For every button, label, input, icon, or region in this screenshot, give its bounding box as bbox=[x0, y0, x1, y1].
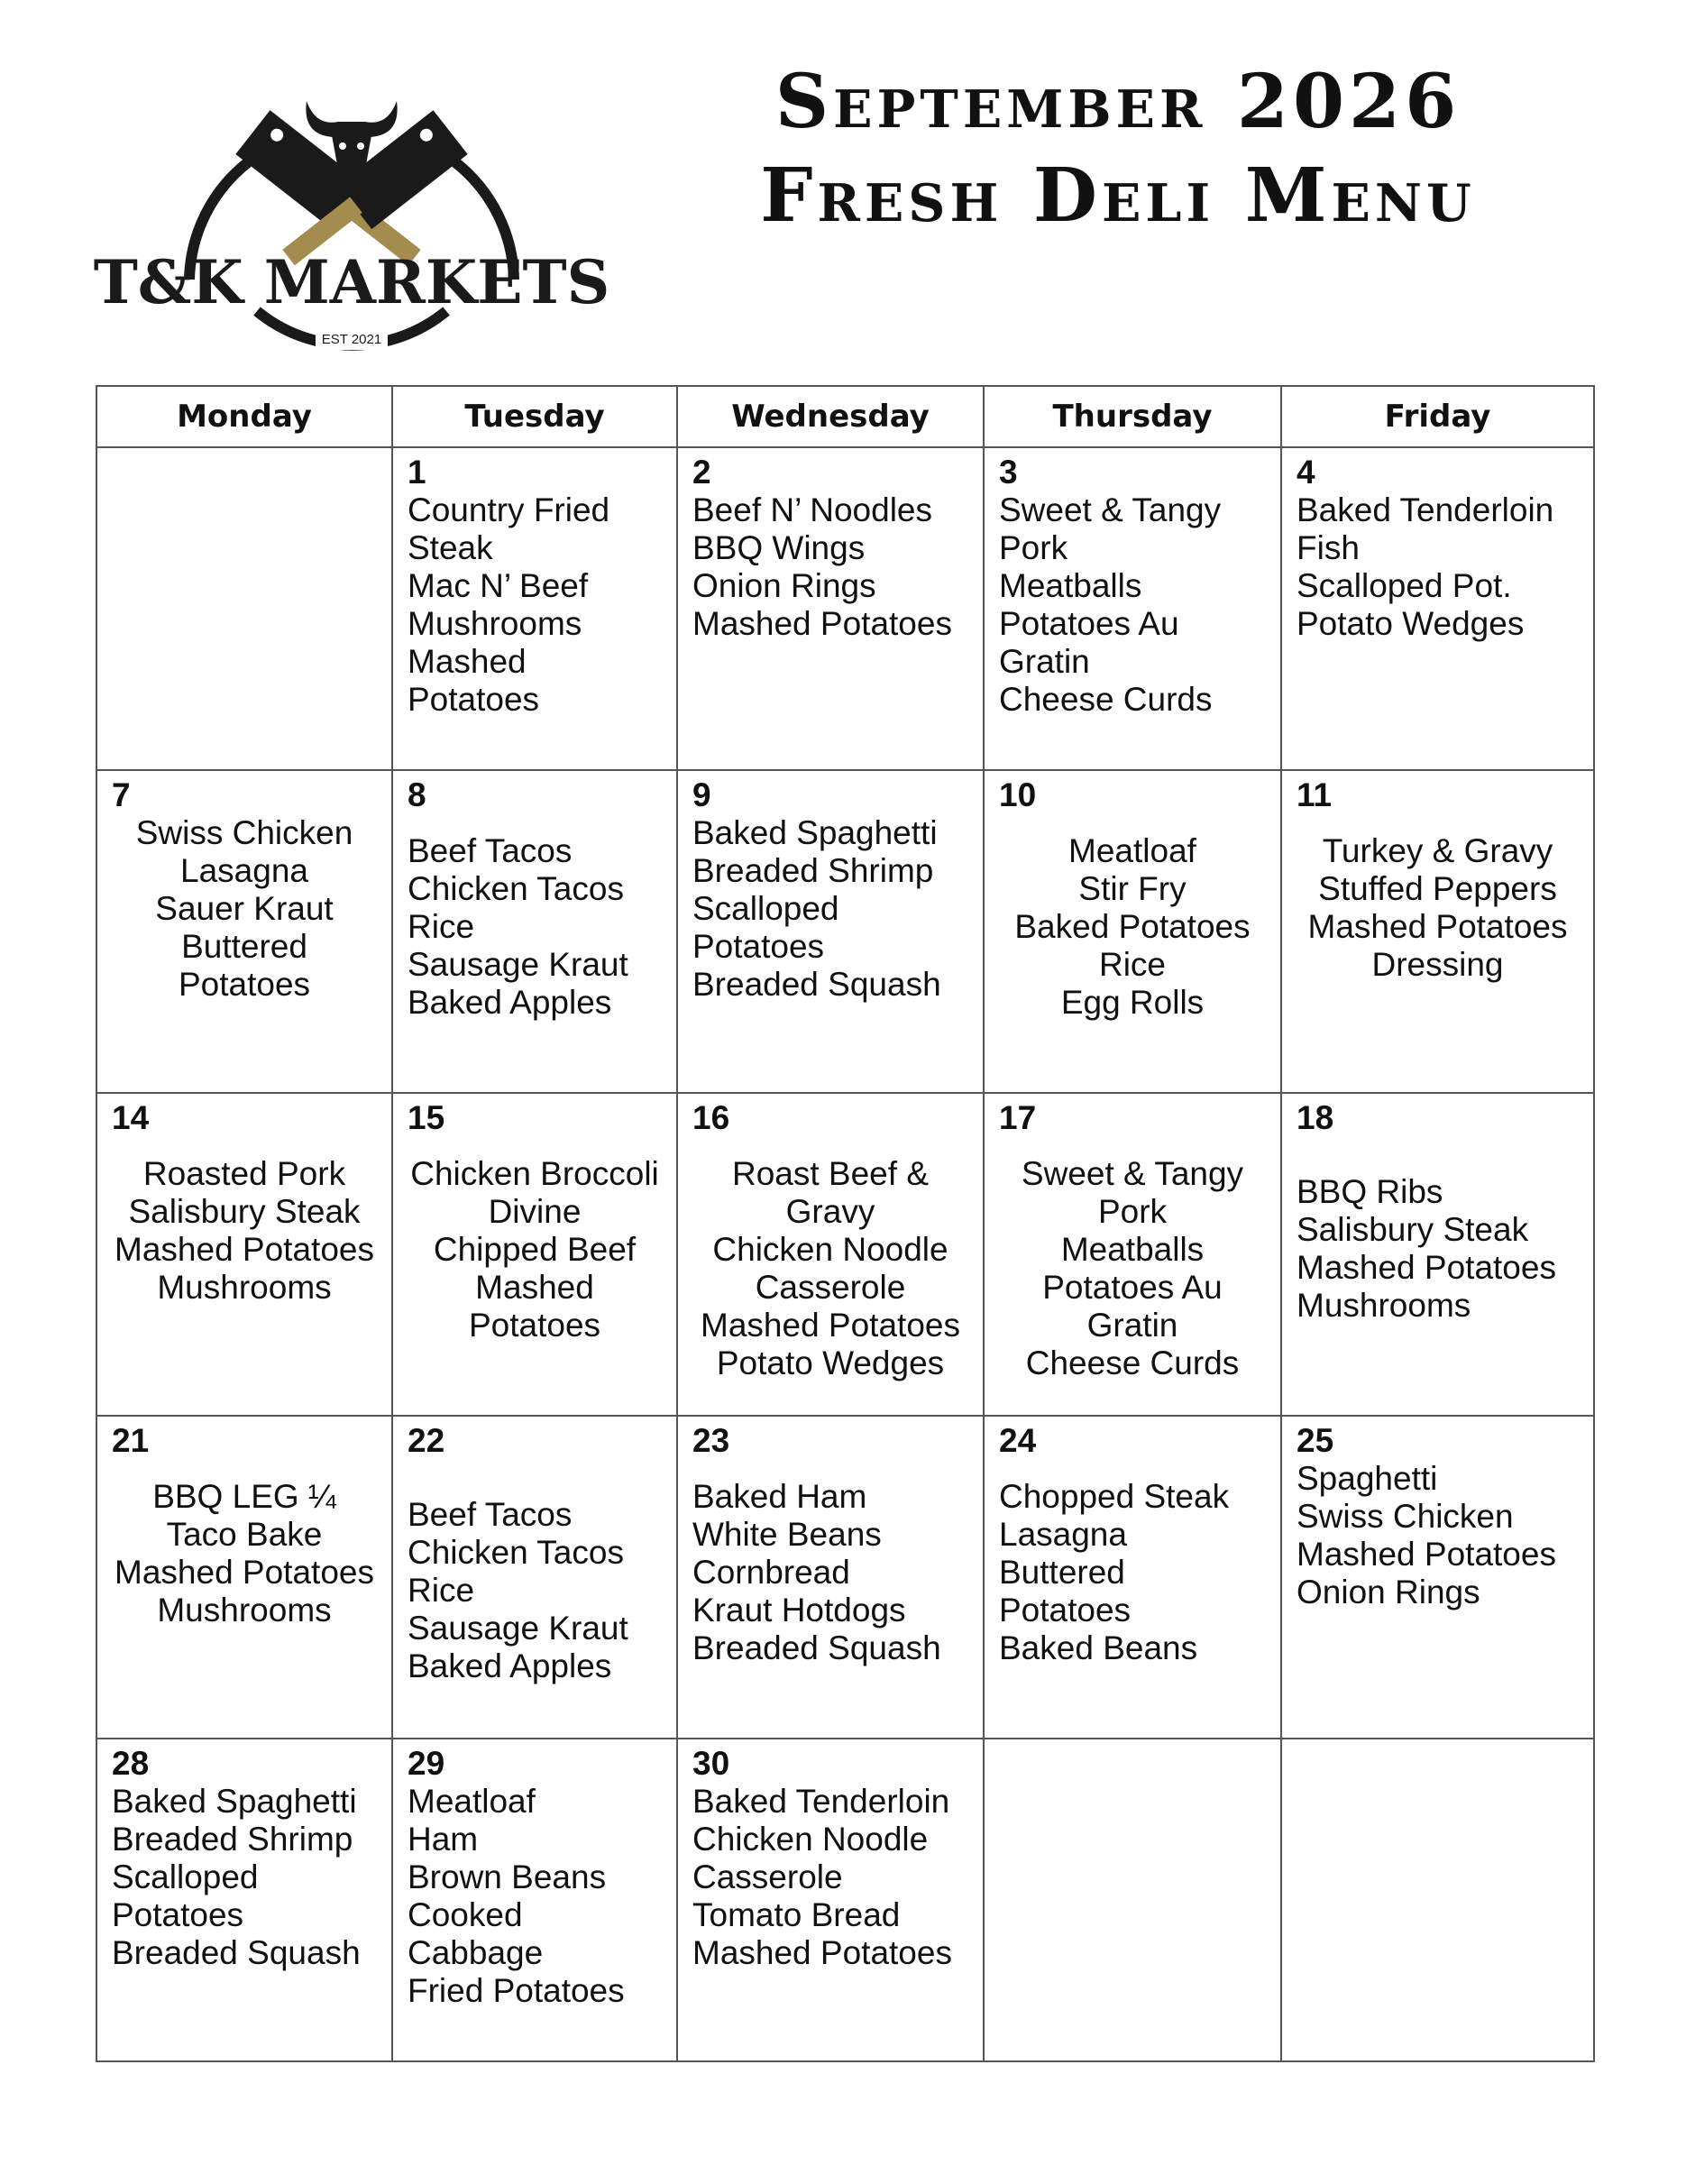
day-cell bbox=[984, 1739, 1281, 2061]
day-number: 2 bbox=[692, 454, 711, 491]
day-number: 22 bbox=[408, 1422, 445, 1459]
menu-items: Sweet & Tangy Pork Meatballs Potatoes Au Gratin Cheese Curds bbox=[999, 491, 1222, 718]
week-row bbox=[96, 1416, 1594, 1739]
menu-items: Beef Tacos Chicken Tacos Rice Sausage Kraut Baked Apples bbox=[408, 832, 628, 1021]
day-cell bbox=[1281, 1093, 1594, 1416]
day-number: 30 bbox=[692, 1745, 730, 1782]
menu-calendar bbox=[96, 385, 1595, 2062]
day-cell bbox=[677, 447, 984, 770]
menu-items: Country Fried Steak Mac N’ Beef Mushrooms Mashed Potatoes bbox=[408, 491, 610, 718]
day-number: 24 bbox=[999, 1422, 1037, 1459]
svg-text:T&K MARKETS: T&K MARKETS bbox=[93, 247, 610, 317]
weekday-header: Wednesday bbox=[677, 386, 984, 447]
page-title-line2: Fresh Deli Menu bbox=[760, 152, 1476, 239]
week-row bbox=[96, 1739, 1594, 2061]
tk-markets-logo bbox=[90, 90, 613, 370]
day-number: 8 bbox=[408, 776, 426, 813]
day-cell bbox=[1281, 1739, 1594, 2061]
day-number: 18 bbox=[1297, 1099, 1334, 1136]
day-number: 21 bbox=[112, 1422, 150, 1459]
day-number: 25 bbox=[1297, 1422, 1334, 1459]
day-number: 16 bbox=[692, 1099, 730, 1136]
week-row bbox=[96, 770, 1594, 1093]
day-number: 14 bbox=[112, 1099, 150, 1136]
day-cell bbox=[984, 1093, 1281, 1416]
day-cell bbox=[984, 770, 1281, 1093]
day-number: 3 bbox=[999, 454, 1018, 491]
menu-items: Swiss Chicken Lasagna Sauer Kraut Buttered Potatoes bbox=[135, 814, 353, 1003]
day-cell bbox=[96, 1739, 392, 2061]
day-number: 29 bbox=[408, 1745, 445, 1782]
menu-items: Baked Ham White Beans Cornbread Kraut Hotdogs Breaded Squash bbox=[692, 1478, 941, 1666]
day-number: 4 bbox=[1297, 454, 1315, 491]
day-cell bbox=[96, 770, 392, 1093]
menu-items: Meatloaf Stir Fry Baked Potatoes Rice Egg Rolls bbox=[1014, 832, 1251, 1021]
day-number: 10 bbox=[999, 776, 1037, 813]
menu-items: Chicken Broccoli Divine Chipped Beef Mashed Potatoes bbox=[410, 1155, 659, 1344]
menu-items: Spaghetti Swiss Chicken Mashed Potatoes Onion Rings bbox=[1297, 1460, 1556, 1610]
menu-items: BBQ LEG ¼ Taco Bake Mashed Potatoes Mushrooms bbox=[115, 1478, 374, 1629]
menu-items: Sweet & Tangy Pork Meatballs Potatoes Au Gratin Cheese Curds bbox=[1021, 1155, 1244, 1381]
weekday-header-row bbox=[96, 386, 1594, 447]
day-cell bbox=[392, 1416, 677, 1739]
day-cell bbox=[677, 770, 984, 1093]
day-cell bbox=[677, 1093, 984, 1416]
day-cell bbox=[1281, 1416, 1594, 1739]
day-cell bbox=[96, 1416, 392, 1739]
day-cell bbox=[392, 447, 677, 770]
menu-items: Baked Tenderloin Chicken Noodle Casserole Tomato Bread Mashed Potatoes bbox=[692, 1783, 952, 1971]
menu-items: Meatloaf Ham Brown Beans Cooked Cabbage Fried Potatoes bbox=[408, 1783, 625, 2009]
menu-items: Baked Tenderloin Fish Scalloped Pot. Potato Wedges bbox=[1297, 491, 1554, 642]
week-row bbox=[96, 1093, 1594, 1416]
menu-items: BBQ Ribs Salisbury Steak Mashed Potatoes Mushrooms bbox=[1297, 1173, 1556, 1324]
svg-text:EST 2021: EST 2021 bbox=[321, 332, 382, 347]
day-number: 15 bbox=[408, 1099, 445, 1136]
menu-items: Roasted Pork Salisbury Steak Mashed Potatoes Mushrooms bbox=[115, 1155, 374, 1306]
menu-items: Baked Spaghetti Breaded Shrimp Scalloped Potatoes Breaded Squash bbox=[112, 1783, 361, 1971]
weekday-header: Thursday bbox=[984, 386, 1281, 447]
menu-items: Beef N’ Noodles BBQ Wings Onion Rings Mashed Potatoes bbox=[692, 491, 952, 642]
day-cell bbox=[1281, 770, 1594, 1093]
day-number: 1 bbox=[408, 454, 426, 491]
weekday-header: Monday bbox=[96, 386, 392, 447]
weekday-header: Friday bbox=[1281, 386, 1594, 447]
menu-items: Chopped Steak Lasagna Buttered Potatoes Baked Beans bbox=[999, 1478, 1230, 1666]
menu-items: Beef Tacos Chicken Tacos Rice Sausage Kraut Baked Apples bbox=[408, 1496, 628, 1684]
page-title-line1: September 2026 bbox=[774, 59, 1462, 145]
day-number: 9 bbox=[692, 776, 711, 813]
weekday-header: Tuesday bbox=[392, 386, 677, 447]
menu-items: Baked Spaghetti Breaded Shrimp Scalloped Potatoes Breaded Squash bbox=[692, 814, 941, 1003]
day-number: 23 bbox=[692, 1422, 730, 1459]
day-number: 11 bbox=[1297, 776, 1333, 813]
day-cell bbox=[1281, 447, 1594, 770]
day-number: 17 bbox=[999, 1099, 1037, 1136]
day-cell bbox=[677, 1416, 984, 1739]
day-cell bbox=[392, 1093, 677, 1416]
day-cell bbox=[96, 1093, 392, 1416]
week-row bbox=[96, 447, 1594, 770]
menu-items: Turkey & Gravy Stuffed Peppers Mashed Potatoes Dressing bbox=[1307, 832, 1568, 983]
day-cell bbox=[677, 1739, 984, 2061]
day-cell bbox=[392, 1739, 677, 2061]
menu-items: Roast Beef & Gravy Chicken Noodle Casserole Mashed Potatoes Potato Wedges bbox=[701, 1155, 960, 1381]
day-cell bbox=[96, 447, 392, 770]
day-cell bbox=[392, 770, 677, 1093]
day-cell bbox=[984, 1416, 1281, 1739]
day-number: 28 bbox=[112, 1745, 150, 1782]
day-cell bbox=[984, 447, 1281, 770]
day-number: 7 bbox=[112, 776, 131, 813]
